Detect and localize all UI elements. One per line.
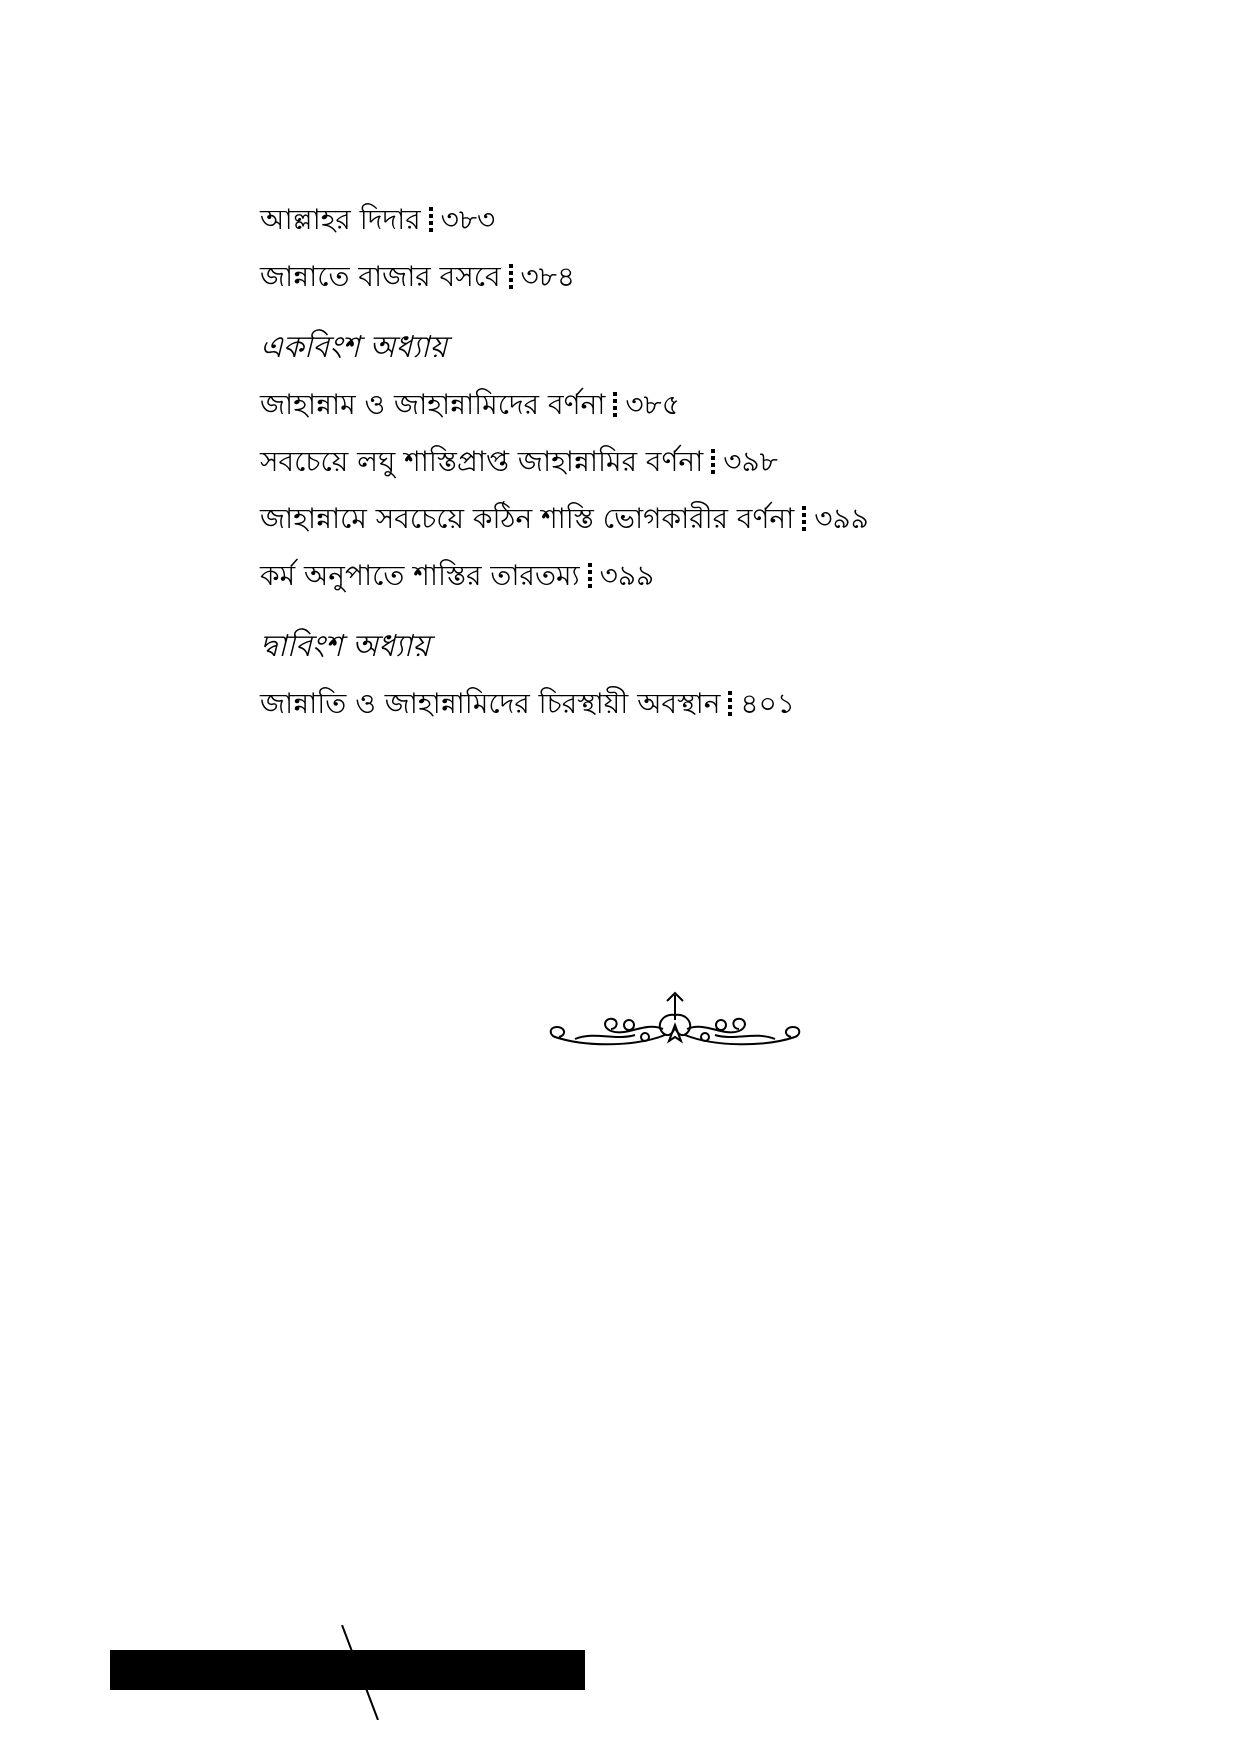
toc-entry-page: ৩৮৪ <box>520 260 576 293</box>
separator-dots-icon <box>588 563 592 589</box>
scan-mark-line <box>340 1625 380 1720</box>
toc-entry-title: জান্নাতে বাজার বসবে <box>260 260 501 293</box>
toc-entry-page: ৩৯৯ <box>599 559 655 592</box>
toc-entry <box>260 257 1160 314</box>
flourish-ornament-icon <box>545 985 805 1055</box>
separator-dots-icon <box>429 207 433 233</box>
chapter-heading: একবিংশ অধ্যায় <box>260 330 448 365</box>
toc-entry-title: কর্ম অনুপাতে শাস্তির তারতম্য <box>260 559 580 592</box>
toc-entry <box>260 499 1160 556</box>
toc-entry-page: ৩৯৮ <box>723 445 778 478</box>
toc-entry-title: জাহান্নাম ও জাহান্নামিদের বর্ণনা <box>260 388 606 421</box>
toc-entry <box>260 684 1160 741</box>
toc-entry <box>260 442 1160 499</box>
separator-dots-icon <box>728 691 732 717</box>
toc-entry-title: জাহান্নামে সবচেয়ে কঠিন শাস্তি ভোগকারীর বর্ণনা <box>260 502 795 535</box>
toc-entry <box>260 200 1160 257</box>
toc-entry-title: জান্নাতি ও জাহান্নামিদের চিরস্থায়ী অবস্থান <box>260 687 721 720</box>
toc-entry <box>260 385 1160 442</box>
separator-dots-icon <box>509 264 513 290</box>
toc-entry-page: ৪০১ <box>740 687 795 720</box>
toc-entry-page: ৩৮৫ <box>625 388 680 421</box>
separator-dots-icon <box>711 449 715 475</box>
toc-entry <box>260 556 1160 613</box>
toc-entry-page: ৩৮৩ <box>440 203 496 236</box>
chapter-heading: দ্বাবিংশ অধ্যায় <box>260 629 430 664</box>
table-of-contents <box>260 200 1160 741</box>
separator-dots-icon <box>613 392 617 418</box>
toc-entry-title: আল্লাহর দিদার <box>260 203 421 236</box>
toc-entry-title: সবচেয়ে লঘু শাস্তিপ্রাপ্ত জাহান্নামির বর্ণনা <box>260 445 704 478</box>
toc-entry-page: ৩৯৯ <box>814 502 869 535</box>
separator-dots-icon <box>802 506 806 532</box>
